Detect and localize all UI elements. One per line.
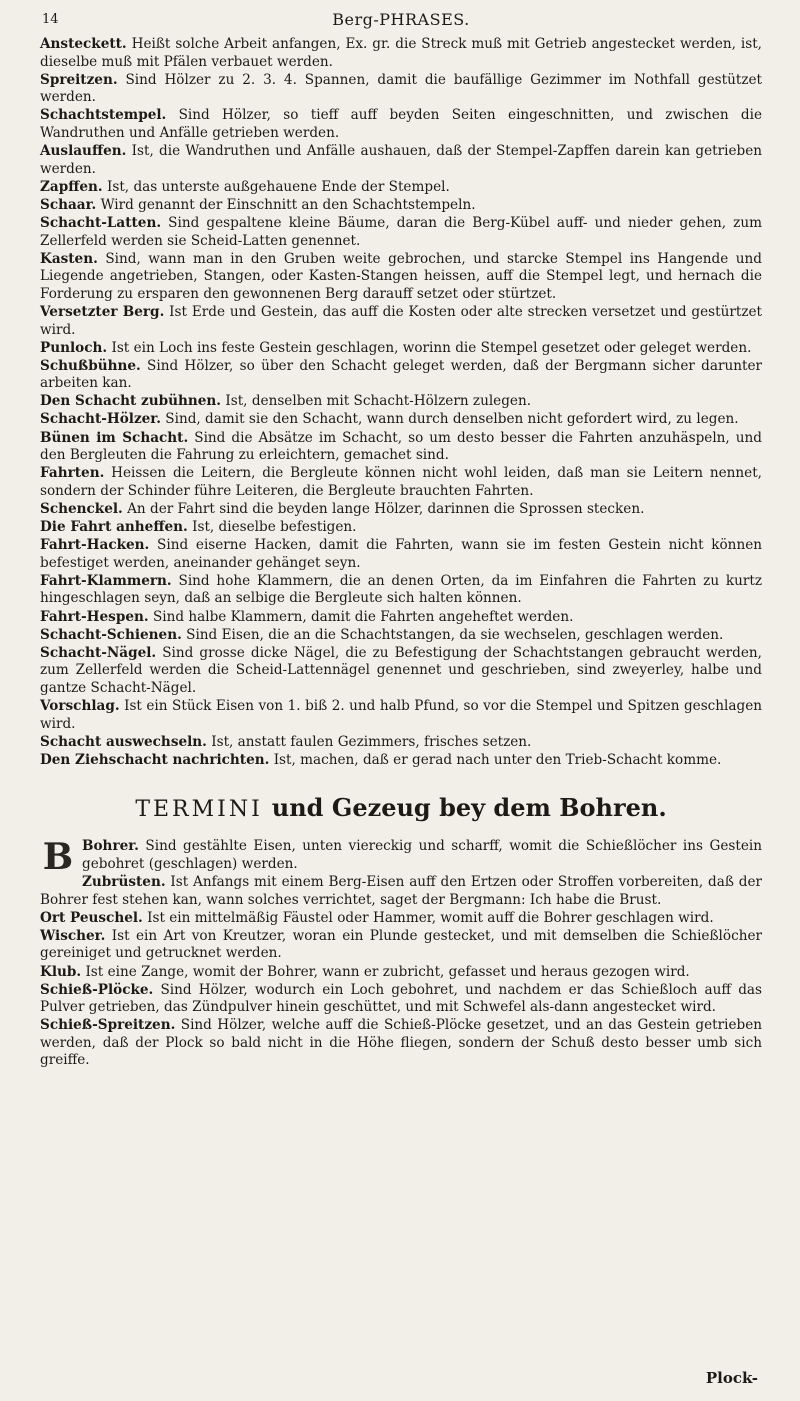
entry-definition: Sind, wann man in den Gruben weite gebrochen, und starcke Stempel ins Hangende und Liegende angetrieben, Stangen, oder Kasten-Stangen heissen, auff die Stempel legt, und hernach die Forderung zu ersparen den gewonnenen Berg darauff setzet oder stürtzet. [40,250,762,302]
entry-definition: Ist ein Stück Eisen von 1. biß 2. und halb Pfund, so vor die Stempel und Spitzen geschlagen wird. [40,697,763,732]
entry-term: Schacht-Schienen. [40,626,182,643]
entry-definition: Ist Erde und Gestein, das auff die Kosten oder alte strecken versetzet und gestürtzet wird. [40,303,762,338]
entry-definition: Ist ein mittelmäßig Fäustel oder Hammer, womit auff die Bohrer geschlagen wird. [147,909,714,926]
glossary-entry [40,465,762,500]
glossary-entry [40,1017,762,1070]
glossary-entry [40,179,762,197]
glossary-entry [40,874,762,909]
glossary-list-bottom [40,838,762,1070]
entry-definition: Sind, damit sie den Schacht, wann durch denselben nicht gefordert wird, zu legen. [165,411,739,428]
entry-definition: Sind Eisen, die an die Schachtstangen, da sie wechselen, geschlagen werden. [186,626,724,643]
entry-term: Fahrt-Klammern. [40,572,172,589]
glossary-entry [40,251,762,304]
drop-cap: B [42,836,74,879]
entry-definition: Ist, dieselbe befestigen. [192,519,357,536]
entry-term: Punloch. [40,339,108,356]
entry-definition: Sind gespaltene kleine Bäume, daran die Berg-Kübel auff- und nieder gehen, zum Zellerfeld werden sie Scheid-Latten genennet. [40,214,762,249]
entry-term: Spreitzen. [40,71,118,88]
entry-term: Schacht-Hölzer. [40,411,161,428]
entry-definition: Heißt solche Arbeit anfangen, Ex. gr. die Streck muß mit Getrieb angestecket werden, ist, dieselbe muß mit Pfälen verbauet werden. [40,36,762,70]
entry-term: Kasten. [40,250,98,267]
entry-term: Ansteckett. [40,36,127,52]
entry-definition: Sind eiserne Hacken, damit die Fahrten, wann sie im festen Gestein nicht können befestiget werden, aneinander gehänget seyn. [40,537,762,571]
glossary-entry [40,910,762,928]
glossary-entry [40,358,762,393]
entry-definition: Sind die Absätze im Schacht, so um desto besser die Fahrten anzuhäspeln, und den Bergleuten die Fahrung zu erleichtern, gemachet sind. [40,429,762,464]
entry-term: Fahrten. [40,465,105,482]
glossary-entry [40,573,762,608]
entry-definition: Ist, denselben mit Schacht-Hölzern zulegen. [225,393,532,410]
entry-term: Ort Peuschel. [40,909,143,926]
entry-definition: Ist Anfangs mit einem Berg-Eisen auff den Ertzen oder Stroffen vorbereiten, daß der Bohrer fest stehen kan, wann solches verrichtet, saget der Bergmann: Ich habe die Brust. [40,874,762,908]
entry-definition: Sind Hölzer zu 2. 3. 4. Spannen, damit die baufällige Gezimmer im Nothfall gestützet werden. [40,71,762,106]
entry-term: Schieß-Spreitzen. [40,1017,176,1034]
glossary-entry [40,609,762,627]
entry-definition: Ist ein Art von Kreutzer, woran ein Plunde gestecket, und mit demselben die Schießlöcher gereiniget und getrucknet werden. [40,927,762,962]
glossary-entry [40,627,762,645]
glossary-entry [40,197,762,215]
entry-definition: Ist, die Wandruthen und Anfälle aushauen, daß der Stempel-Zapffen darein kan getrieben werden. [40,143,762,177]
glossary-entry [40,537,762,572]
section-title [40,793,762,822]
glossary-entry [40,215,762,250]
glossary-entry [40,393,762,411]
section-title-german: und Gezeug bey dem Bohren. [271,793,667,823]
glossary-entry [40,340,762,358]
glossary-entry [40,836,762,879]
glossary-entry [40,304,762,339]
entry-definition: Heissen die Leitern, die Bergleute können nicht wohl leiden, daß man sie Leitern nennet, sondern der Schinder führe Leiteren, die Bergleute brauchten Fahrten. [40,465,762,499]
entry-definition: Ist, anstatt faulen Gezimmers, frisches setzen. [211,733,532,750]
entry-term: Schieß-Plöcke. [40,981,154,998]
entry-definition: Sind halbe Klammern, damit die Fahrten angeheftet werden. [152,608,574,625]
entry-definition: Ist, das unterste außgehauene Ende der Stempel. [107,178,450,195]
entry-definition: Wird genannt der Einschnitt an den Schachtstempeln. [100,196,476,213]
entry-definition: Ist, machen, daß er gerad nach unter den Trieb-Schacht komme. [273,751,722,768]
entry-term: Schaar. [40,196,97,213]
glossary-entry [40,928,762,963]
entry-term: Schußbühne. [40,357,141,374]
section-title-latin: TERMINI [135,797,263,823]
glossary-entry [40,519,762,537]
entry-term: Zapffen. [40,178,103,195]
page-number: 14 [42,12,59,27]
entry-term: Zubrüsten. [82,874,166,891]
entry-term: Fahrt-Hespen. [40,608,149,625]
entry-definition: Sind Hölzer, so tieff auff beyden Seiten eingeschnitten, und zwischen die Wandruthen und Anfälle getrieben werden. [40,107,762,141]
entry-definition: Sind gestählte Eisen, unten viereckig und scharff, womit die Schießlöcher ins Gestein gebohret (geschlagen) werden. [82,838,762,872]
entry-definition: Ist ein Loch ins feste Gestein geschlagen, worinn die Stempel gesetzet oder geleget werden. [111,339,752,356]
entry-term: Klub. [40,963,82,980]
entry-term: Schachtstempel. [40,107,167,124]
glossary-entry [40,698,762,733]
entry-definition: Ist eine Zange, womit der Bohrer, wann er zubricht, gefasset und heraus gezogen wird. [85,963,690,980]
entry-term: Schacht auswechseln. [40,733,207,750]
entry-term: Den Schacht zubühnen. [40,393,222,410]
entry-term: Den Ziehschacht nachrichten. [40,751,270,768]
entry-term: Schacht-Nägel. [40,644,157,661]
entry-term: Wischer. [40,927,106,944]
glossary-entry [40,982,762,1017]
glossary-entry [40,72,762,107]
glossary-entry [40,143,762,178]
glossary-entry [40,107,762,142]
entry-term: Schenckel. [40,500,123,517]
glossary-entry [40,36,762,71]
entry-definition: Sind hohe Klammern, die an denen Orten, da im Einfahren die Fahrten zu kurtz hingeschlagen seyn, daß an selbige die Bergleute sich halten können. [40,572,763,607]
entry-term: Versetzter Berg. [40,303,165,320]
entry-term: Auslauffen. [40,143,127,160]
entry-definition: Sind grosse dicke Nägel, die zu Befestigung der Schachtstangen gebraucht werden, zum Zellerfeld werden die Scheid-Lattennägel genennet und geschrieben, sind zweyerley, halbe und gantze Schacht-Nägel. [40,644,762,696]
entry-definition: Sind Hölzer, welche auff die Schieß-Plöcke gesetzet, und an das Gestein getrieben werden, daß der Plock so bald nicht in die Höhe fliegen, sondern der Schuß desto besser umb sich greiffe. [40,1017,763,1069]
entry-definition: Sind Hölzer, so über den Schacht geleget werden, daß der Bergmann sicher darunter arbeiten kan. [40,357,762,392]
glossary-entry [40,964,762,982]
entry-term: Vorschlag. [40,697,120,714]
entry-term: Die Fahrt anheffen. [40,519,188,536]
glossary-list-top [40,36,762,769]
entry-definition: Sind Hölzer, wodurch ein Loch gebohret, und nachdem er das Schießloch auff das Pulver getrieben, das Zündpulver hinein geschüttet, und mit Schwefel als-dann angestecket wird. [40,981,762,1016]
glossary-entry [40,501,762,519]
entry-term: Schacht-Latten. [40,214,162,231]
running-head: Berg-PHRASES. [332,10,470,29]
entry-term: Bünen im Schacht. [40,429,189,446]
entry-term: Bohrer. [82,838,139,855]
glossary-entry [40,734,762,752]
entry-term: Fahrt-Hacken. [40,537,150,554]
entry-definition: An der Fahrt sind die beyden lange Hölzer, darinnen die Sprossen stecken. [127,500,645,517]
glossary-entry [40,752,762,770]
glossary-entry [40,430,762,465]
glossary-entry [40,411,762,429]
glossary-entry [40,645,762,698]
catchword: Plock- [705,1369,758,1387]
page-header [40,10,762,36]
